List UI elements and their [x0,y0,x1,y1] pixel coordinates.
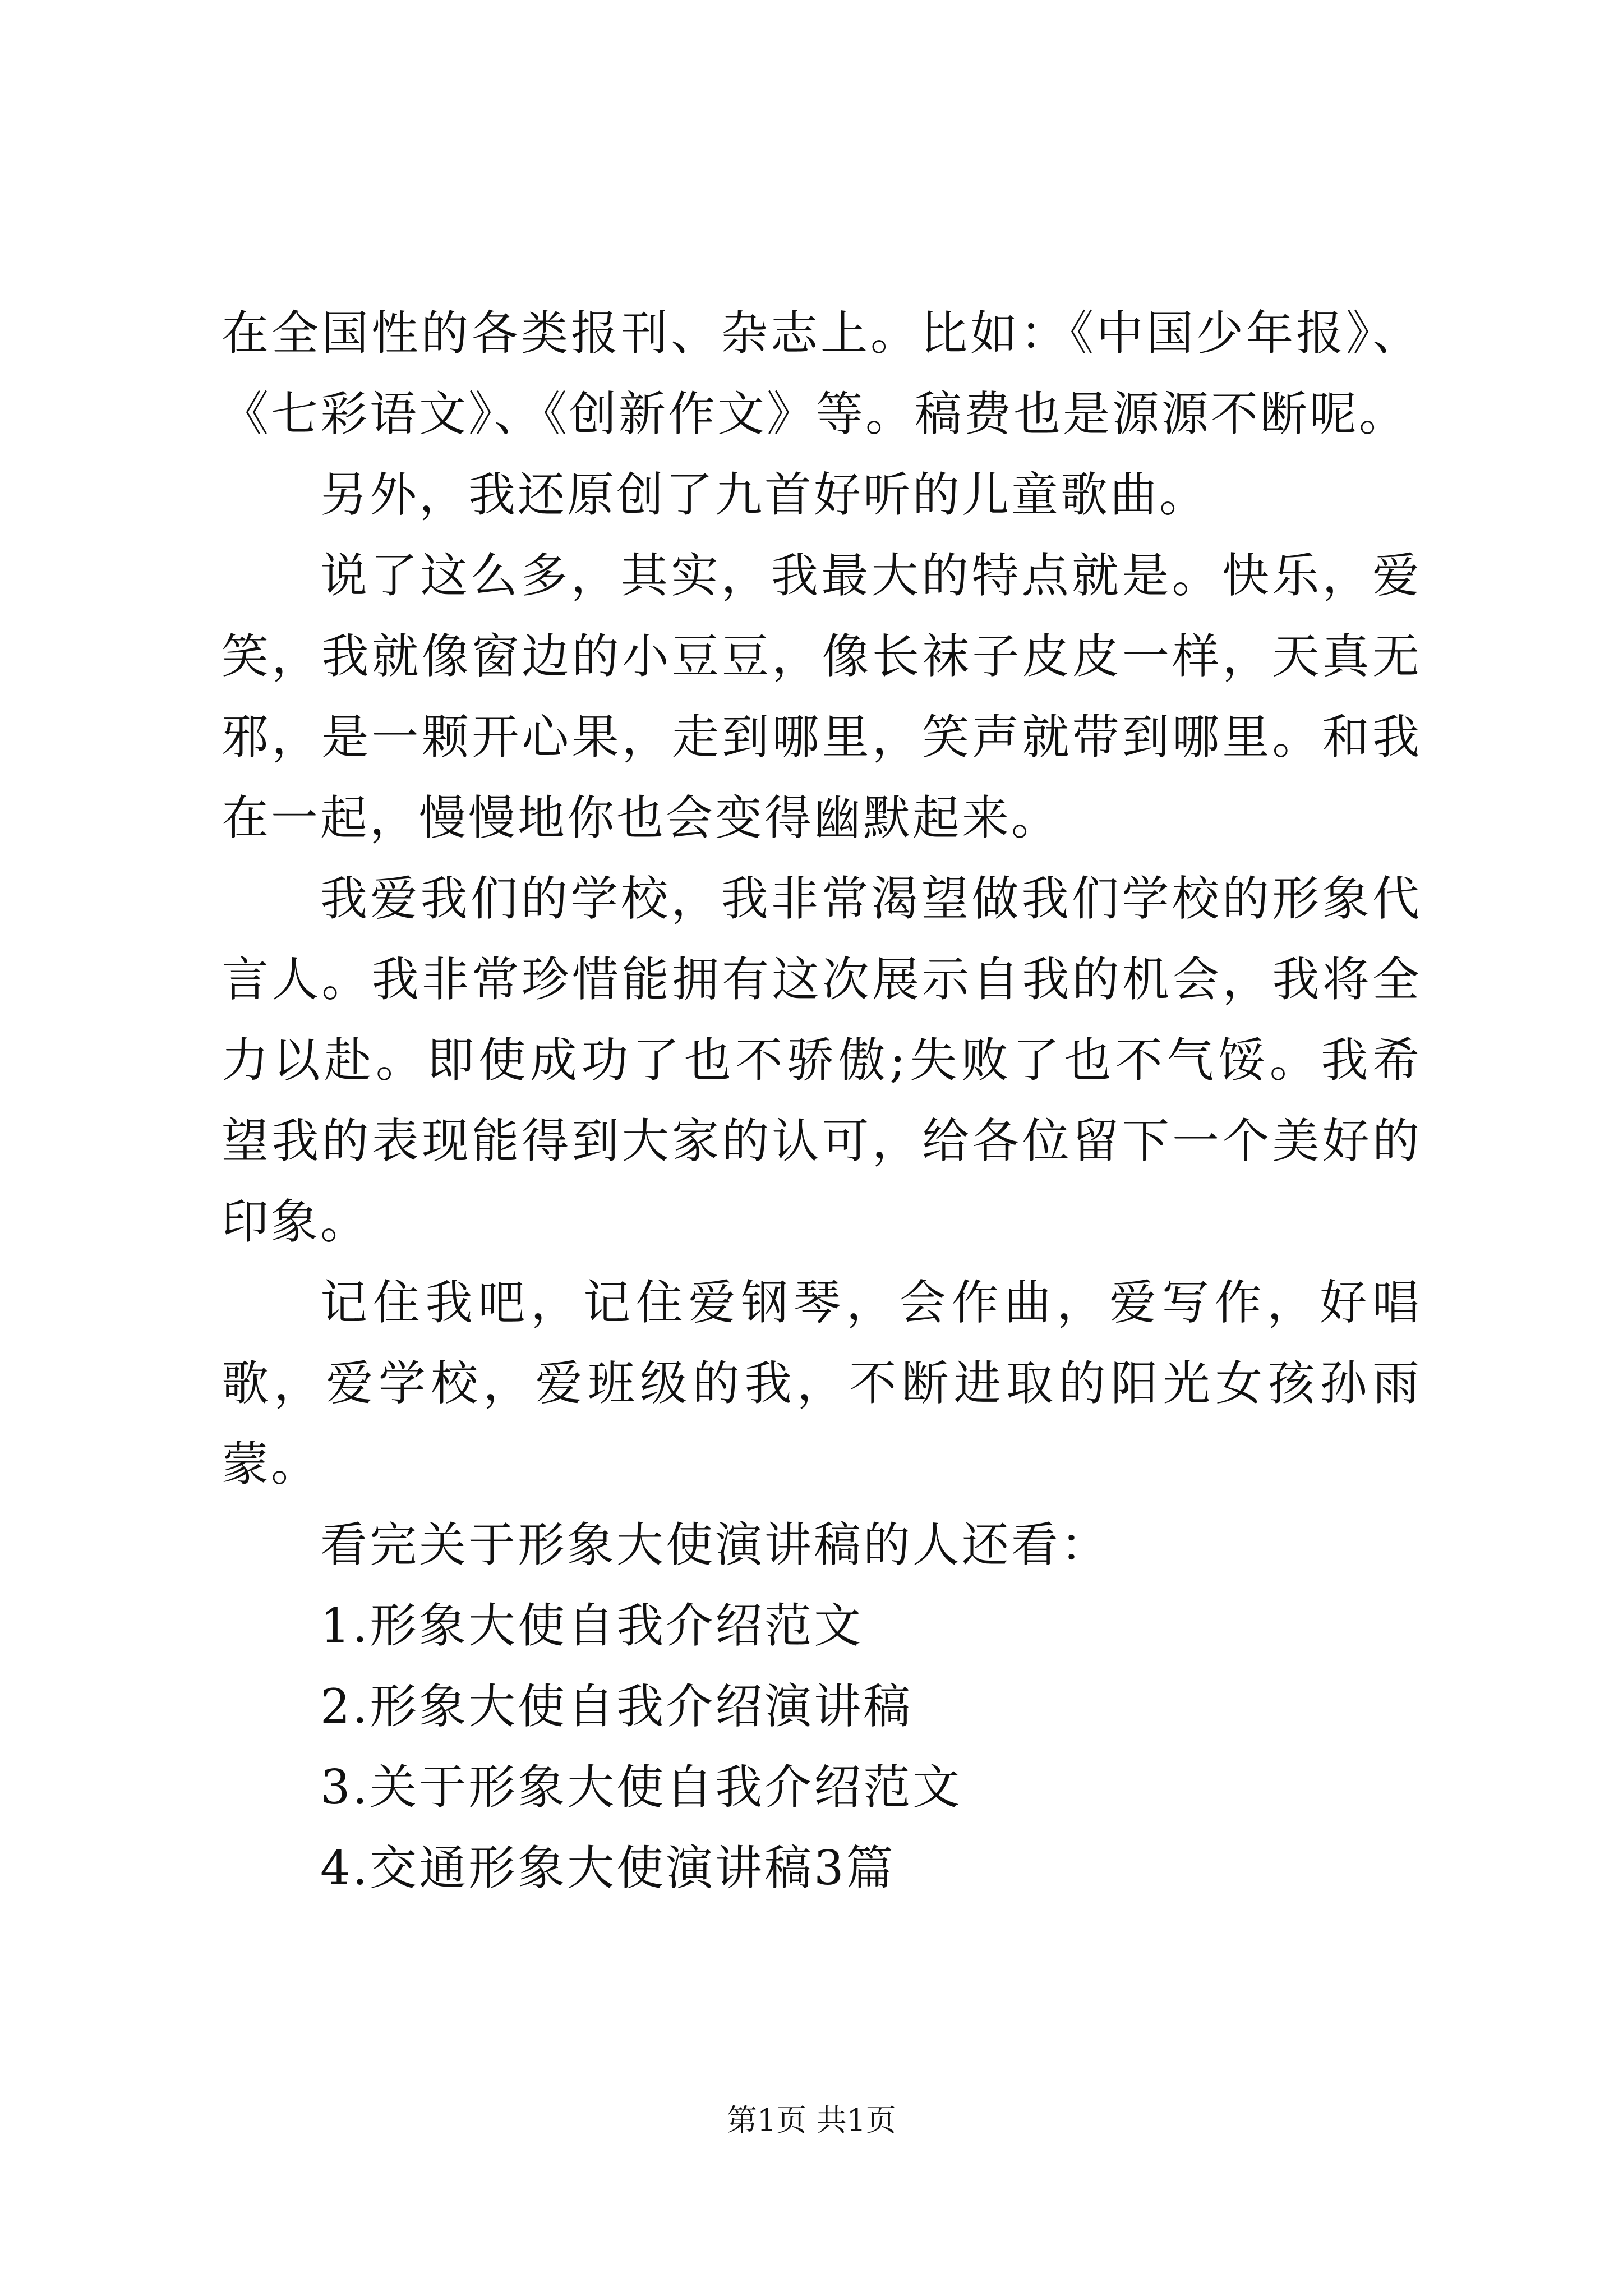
paragraph-school: 我爱我们的学校，我非常渴望做我们学校的形象代言人。我非常珍惜能拥有这次展示自我的机会，我将全力以赴。即使成功了也不骄傲;失败了也不气馁。我希望我的表现能得到大家的认可，给各位留下一个美好的印象。 [222,871,1422,1249]
related-link-4[interactable]: 4.交通形象大使演讲稿3篇 [320,1841,896,1895]
paragraph-continuation: 在全国性的各类报刊、杂志上。比如：《中国少年报》、《七彩语文》、《创新作文》等。稿费也是源源不断呢。 [222,306,1422,441]
page-footer: 第1页 共1页 [727,2102,896,2138]
related-link-1[interactable]: 1.形象大使自我介绍范文 [320,1598,864,1653]
paragraph-personality: 说了这么多，其实，我最大的特点就是。快乐，爱笑，我就像窗边的小豆豆，像长袜子皮皮一样，天真无邪，是一颗开心果，走到哪里，笑声就带到哪里。和我在一起，慢慢地你也会变得幽默起来。 [222,548,1422,845]
paragraph-songs: 另外，我还原创了九首好听的儿童歌曲。 [320,467,1209,522]
related-link-3[interactable]: 3.关于形象大使自我介绍范文 [320,1760,962,1815]
paragraph-remember-me: 记住我吧，记住爱钢琴，会作曲，爱写作，好唱歌，爱学校，爱班级的我，不断进取的阳光女孩孙雨蒙。 [222,1275,1422,1492]
related-heading: 看完关于形象大使演讲稿的人还看： [320,1517,1110,1572]
related-link-2[interactable]: 2.形象大使自我介绍演讲稿 [320,1679,913,1734]
document-body [222,293,1422,1908]
